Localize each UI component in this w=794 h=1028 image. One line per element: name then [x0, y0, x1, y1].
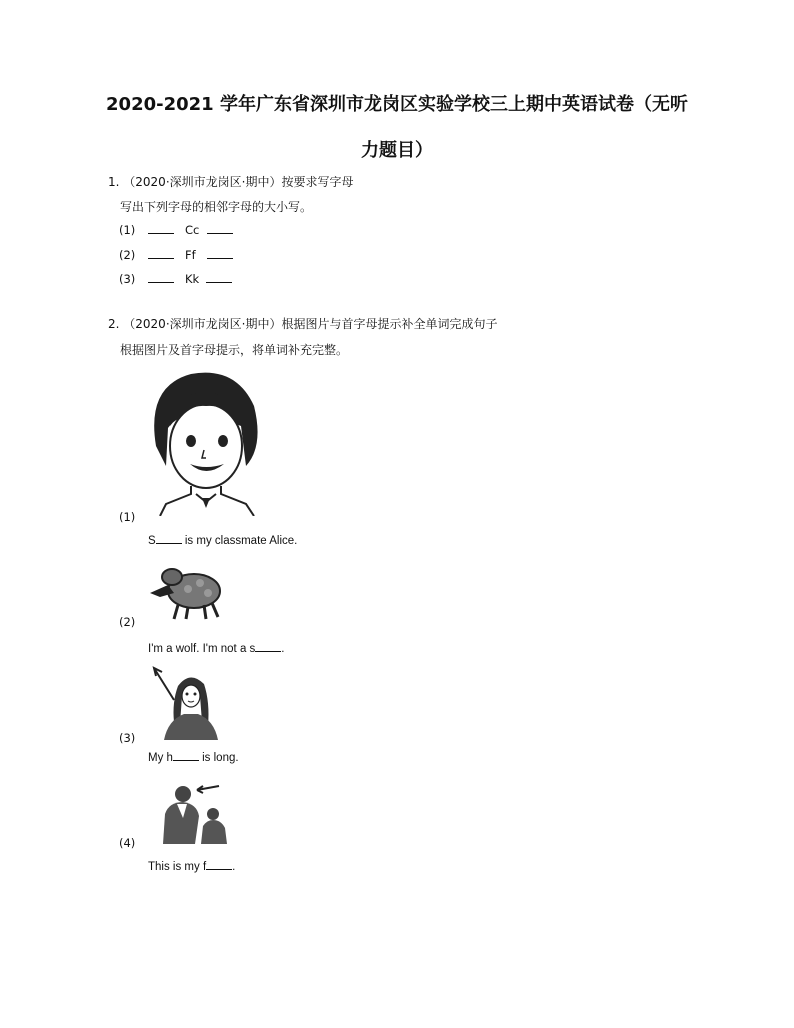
q2-item-3-sentence	[148, 752, 239, 764]
answer-blank[interactable]	[156, 542, 182, 544]
document-title-line1: 2020-2021 学年广东省深圳市龙岗区实验学校三上期中英语试卷（无听	[106, 94, 688, 115]
father-and-son-image	[153, 778, 235, 844]
q2-item-3-label: (3)	[119, 731, 136, 745]
sentence-end: .	[232, 861, 236, 873]
q2-item-4-sentence	[148, 861, 235, 873]
girl-smiling-image	[146, 366, 264, 516]
q1-item-2-label: (2)	[119, 248, 136, 262]
q1-instruction: 写出下列字母的相邻字母的大小写。	[120, 200, 313, 214]
q2-number: 2.	[108, 317, 120, 331]
answer-blank[interactable]	[207, 232, 233, 234]
document-title	[80, 82, 714, 174]
wolf-in-sheep-costume-image	[148, 563, 224, 623]
q2-item-4-label: (4)	[119, 836, 136, 850]
q1-item-3-letters: Kk	[184, 272, 200, 286]
sentence-start: My h	[148, 752, 173, 764]
q1-item-3-label: (3)	[119, 272, 136, 286]
q1-item-1-row	[148, 223, 233, 237]
q2-instruction: 根据图片及首字母提示，将单词补充完整。	[120, 343, 349, 357]
answer-blank[interactable]	[207, 257, 233, 259]
answer-blank[interactable]	[148, 257, 174, 259]
q1-item-1-letters: Cc	[184, 223, 200, 237]
q2-item-1-sentence	[148, 535, 297, 547]
sentence-start: I'm a wolf. I'm not a s	[148, 643, 256, 655]
document-title-line2: 力题目）	[361, 140, 433, 161]
q2-item-2-label: (2)	[119, 615, 136, 629]
q1-heading	[108, 174, 353, 190]
sentence-start: This is my f	[148, 861, 207, 873]
girl-long-hair-image	[150, 666, 220, 740]
answer-blank[interactable]	[148, 232, 174, 234]
answer-blank[interactable]	[255, 650, 281, 652]
q1-source: （2020·深圳市龙岗区·期中）按要求写字母	[123, 175, 354, 189]
q1-item-2-letters: Ff	[184, 248, 196, 262]
answer-blank[interactable]	[206, 868, 232, 870]
q2-item-1-label: (1)	[119, 510, 136, 524]
sentence-end: is long.	[198, 752, 239, 764]
sentence-start: S	[148, 535, 156, 547]
q2-heading	[108, 316, 497, 332]
answer-blank[interactable]	[148, 281, 174, 283]
q2-item-2-sentence	[148, 643, 285, 655]
sentence-end: is my classmate Alice.	[181, 535, 298, 547]
sentence-end: .	[281, 643, 285, 655]
answer-blank[interactable]	[173, 759, 199, 761]
q2-source: （2020·深圳市龙岗区·期中）根据图片与首字母提示补全单词完成句子	[123, 317, 498, 331]
q1-item-3-row	[148, 272, 232, 286]
q1-item-2-row	[148, 248, 233, 262]
answer-blank[interactable]	[206, 281, 232, 283]
q1-number: 1.	[108, 175, 120, 189]
q1-item-1-label: (1)	[119, 223, 136, 237]
